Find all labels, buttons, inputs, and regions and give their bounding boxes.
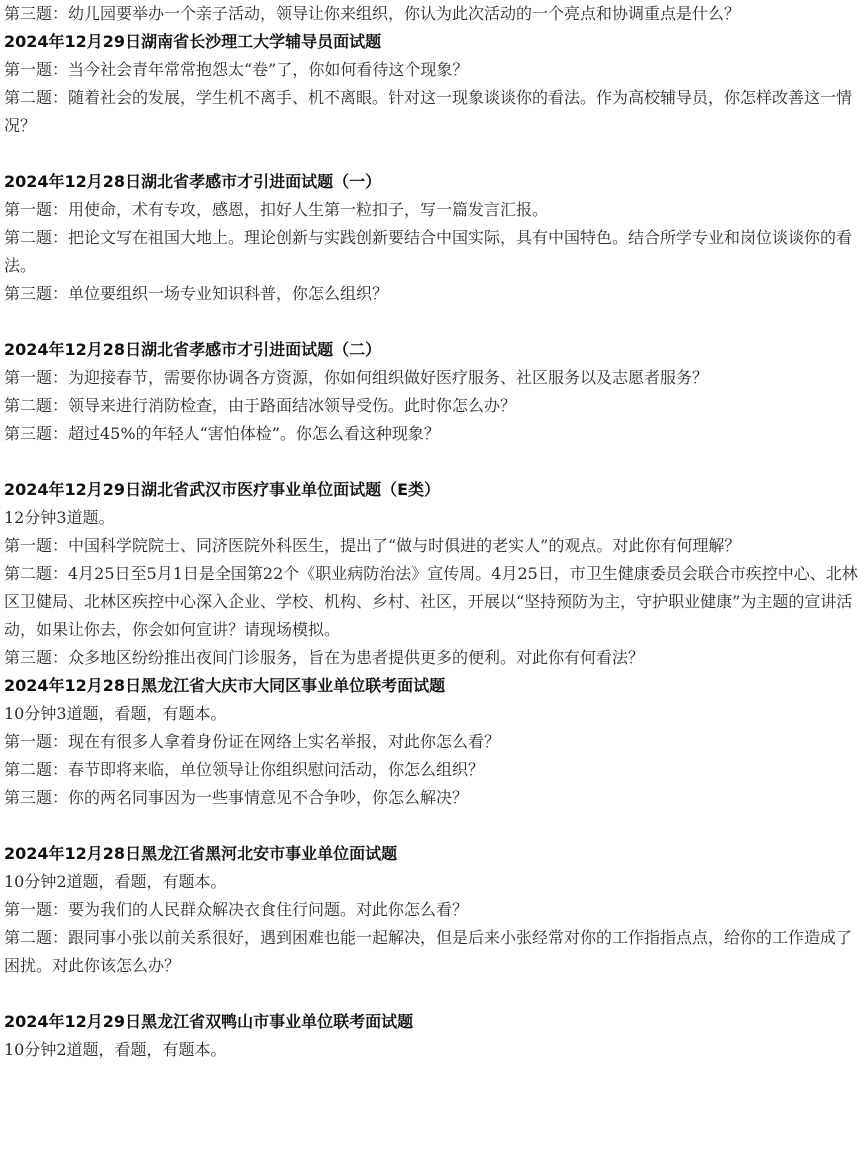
question-line: 第一题：要为我们的人民群众解决衣食住行问题。对此你怎么看？ <box>4 900 469 919</box>
question-line: 10分钟2道题，看题，有题本。 <box>4 872 227 891</box>
section-heading: 2024年12月29日黑龙江省双鸭山市事业单位联考面试题 <box>4 1012 414 1031</box>
question-line: 第二题：把论文写在祖国大地上。理论创新与实践创新要结合中国实际，具有中国特色。结合所学专业和岗位谈谈你的看法。 <box>4 228 853 275</box>
section-heading: 2024年12月28日黑龙江省大庆市大同区事业单位联考面试题 <box>4 676 446 695</box>
question-line: 第二题：跟同事小张以前关系很好，遇到困难也能一起解决，但是后来小张经常对你的工作指指点点，给你的工作造成了困扰。对此你该怎么办？ <box>4 928 853 975</box>
question-line: 第一题：中国科学院院士、同济医院外科医生，提出了“做与时俱进的老实人”的观点。对此你有何理解？ <box>4 536 741 555</box>
section-spacer <box>4 448 864 476</box>
question-line: 第一题：现在有很多人拿着身份证在网络上实名举报，对此你怎么看？ <box>4 732 501 751</box>
question-line: 12分钟3道题。 <box>4 508 115 527</box>
interview-section <box>4 336 864 476</box>
question-line: 第三题：你的两名同事因为一些事情意见不合争吵，你怎么解决？ <box>4 788 469 807</box>
sections-container <box>4 28 864 1064</box>
interview-section <box>4 28 864 168</box>
section-spacer <box>4 308 864 336</box>
interview-section <box>4 168 864 336</box>
intro-block <box>4 0 864 28</box>
question-line: 第二题：随着社会的发展，学生机不离手、机不离眼。针对这一现象谈谈你的看法。作为高校辅导员，你怎样改善这一情况？ <box>4 88 853 135</box>
question-line: 第三题：超过45%的年轻人“害怕体检”。你怎么看这种现象？ <box>4 424 440 443</box>
section-heading: 2024年12月28日湖北省孝感市才引进面试题（二） <box>4 340 382 359</box>
question-line: 第三题：众多地区纷纷推出夜间门诊服务，旨在为患者提供更多的便利。对此你有何看法？ <box>4 648 645 667</box>
section-spacer <box>4 140 864 168</box>
interview-section <box>4 840 864 1008</box>
question-line: 第一题：为迎接春节，需要你协调各方资源，你如何组织做好医疗服务、社区服务以及志愿者服务？ <box>4 368 709 387</box>
question-line: 第二题：领导来进行消防检查，由于路面结冰领导受伤。此时你怎么办？ <box>4 396 517 415</box>
question-line: 第三题：幼儿园要举办一个亲子活动，领导让你来组织，你认为此次活动的一个亮点和协调重点是什么？ <box>4 4 741 23</box>
interview-section <box>4 1008 864 1064</box>
interview-section <box>4 672 864 840</box>
section-heading: 2024年12月28日湖北省孝感市才引进面试题（一） <box>4 172 382 191</box>
question-line: 第一题：用使命，术有专攻，感恩，扣好人生第一粒扣子，写一篇发言汇报。 <box>4 200 549 219</box>
interview-section <box>4 476 864 672</box>
question-line: 10分钟2道题，看题，有题本。 <box>4 1040 227 1059</box>
question-line: 第一题：当今社会青年常常抱怨太“卷”了，你如何看待这个现象？ <box>4 60 469 79</box>
question-line: 10分钟3道题，看题，有题本。 <box>4 704 227 723</box>
section-heading: 2024年12月29日湖南省长沙理工大学辅导员面试题 <box>4 32 382 51</box>
question-line: 第二题：4月25日至5月1日是全国第22个《职业病防治法》宣传周。4月25日，市卫生健康委员会联合市疾控中心、北林区卫健局、北林区疾控中心深入企业、学校、机构、乡村、社区，开展以“坚持预防为主，守护职业健康”为主题的宣讲活动，如果让你去，你会如何宣讲？请现场模拟。 <box>4 564 858 639</box>
section-heading: 2024年12月29日湖北省武汉市医疗事业单位面试题（E类） <box>4 480 440 499</box>
question-line: 第三题：单位要组织一场专业知识科普，你怎么组织？ <box>4 284 389 303</box>
section-spacer <box>4 812 864 840</box>
section-spacer <box>4 980 864 1008</box>
section-heading: 2024年12月28日黑龙江省黑河北安市事业单位面试题 <box>4 844 398 863</box>
question-line: 第二题：春节即将来临，单位领导让你组织慰问活动，你怎么组织？ <box>4 760 485 779</box>
